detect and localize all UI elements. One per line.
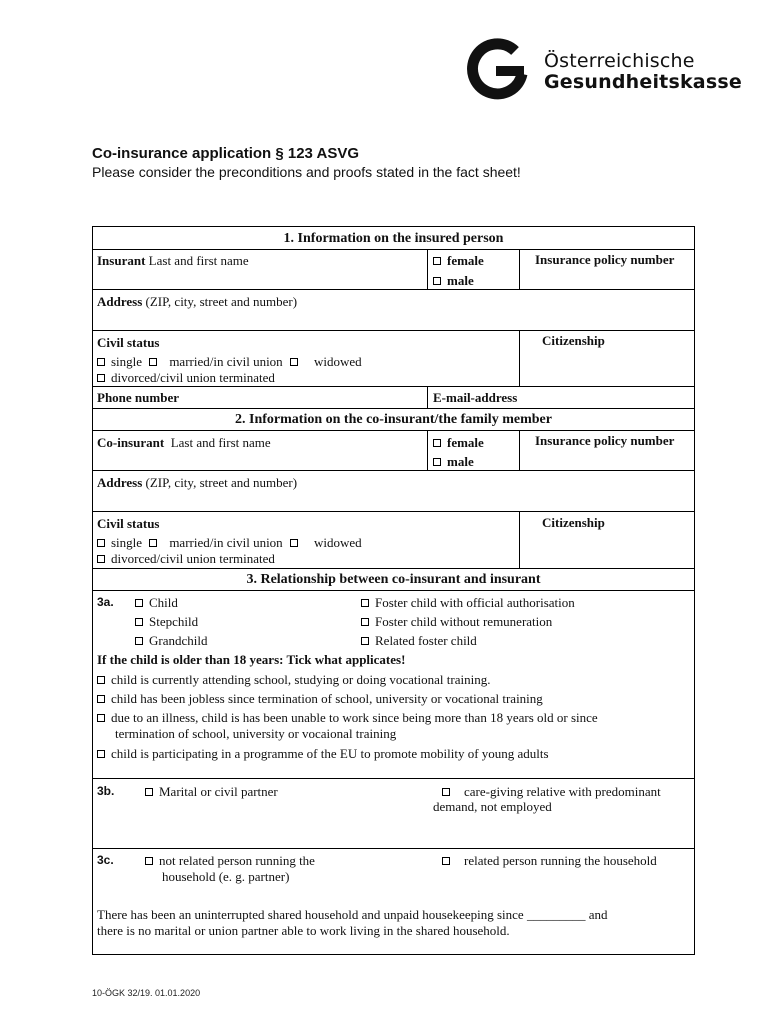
option-foster-official[interactable]: Foster child with official authorisation [361, 595, 575, 610]
checkbox[interactable] [145, 857, 153, 865]
checkbox[interactable] [135, 618, 143, 626]
coinsurant-address-field[interactable]: Address (ZIP, city, street and number) [97, 475, 298, 490]
coinsurant-female-option[interactable]: female [433, 435, 484, 450]
label-3c: 3c. [97, 853, 114, 867]
option-eu-programme[interactable]: child is participating in a programme of the EU to promote mobility of young adults [97, 746, 549, 761]
option-illness[interactable]: due to an illness, child is has been unable to work since being more than 18 years old or since [97, 710, 598, 725]
checkbox[interactable] [361, 618, 369, 626]
checkbox[interactable] [135, 599, 143, 607]
checkbox[interactable] [97, 539, 105, 547]
checkbox[interactable] [433, 277, 441, 285]
checkbox[interactable] [433, 458, 441, 466]
checkbox[interactable] [361, 599, 369, 607]
application-form [92, 226, 695, 955]
checkbox[interactable] [97, 695, 105, 703]
option-caregiving[interactable]: care-giving relative with predominant [442, 784, 661, 799]
option-related-household[interactable]: related person running the household [442, 853, 657, 868]
coinsurant-citizenship-field[interactable]: Citizenship [542, 515, 605, 530]
logo-line-1: Österreichische [544, 50, 695, 72]
checkbox[interactable] [97, 714, 105, 722]
insurant-divorced-option[interactable]: divorced/civil union terminated [97, 370, 275, 385]
option-related-foster[interactable]: Related foster child [361, 633, 477, 648]
checkbox[interactable] [361, 637, 369, 645]
option-jobless[interactable]: child has been jobless since termination of school, university or vocational training [97, 691, 543, 706]
coinsurant-policy-number-field[interactable]: Insurance policy number [535, 433, 675, 448]
insurant-policy-number-field[interactable]: Insurance policy number [535, 252, 675, 267]
checkbox[interactable] [149, 358, 157, 366]
option-not-related-line-2: household (e. g. partner) [162, 869, 290, 884]
option-partner[interactable]: Marital or civil partner [145, 784, 278, 799]
logo-line-2: Gesundheitskasse [544, 71, 742, 93]
option-stepchild[interactable]: Stepchild [135, 614, 198, 629]
checkbox[interactable] [442, 857, 450, 865]
checkbox[interactable] [97, 676, 105, 684]
insurant-citizenship-field[interactable]: Citizenship [542, 333, 605, 348]
option-not-related[interactable]: not related person running the [145, 853, 315, 868]
insurant-phone-field[interactable]: Phone number [97, 390, 179, 405]
checkbox[interactable] [290, 539, 298, 547]
insurant-civil-status-label: Civil status [97, 335, 160, 350]
checkbox[interactable] [290, 358, 298, 366]
section-1-heading: 1. Information on the insured person [283, 231, 504, 246]
label-3a: 3a. [97, 595, 114, 609]
insurant-female-option[interactable]: female [433, 253, 484, 268]
insurant-name-field[interactable]: Insurant Last and first name [97, 253, 249, 268]
option-training[interactable]: child is currently attending school, studying or doing vocational training. [97, 672, 490, 687]
option-illness-line-2: termination of school, university or vocaional training [115, 726, 397, 741]
form-code: 10-ÖGK 32/19. 01.01.2020 [92, 988, 201, 998]
checkbox[interactable] [145, 788, 153, 796]
household-statement-line-2: there is no marital or union partner able to work living in the shared household. [97, 923, 510, 938]
older-child-heading: If the child is older than 18 years: Tick what applicates! [97, 652, 406, 667]
option-grandchild[interactable]: Grandchild [135, 633, 207, 648]
checkbox[interactable] [149, 539, 157, 547]
option-foster-no-pay[interactable]: Foster child without remuneration [361, 614, 552, 629]
section-2-heading: 2. Information on the co-insurant/the family member [235, 412, 552, 427]
ogk-logo-icon [462, 36, 530, 102]
insurant-civil-status-row1: single married/in civil union widowed [97, 354, 362, 369]
checkbox[interactable] [442, 788, 450, 796]
checkbox[interactable] [97, 374, 105, 382]
coinsurant-divorced-option[interactable]: divorced/civil union terminated [97, 551, 275, 566]
coinsurant-male-option[interactable]: male [433, 454, 474, 469]
option-child[interactable]: Child [135, 595, 178, 610]
coinsurant-civil-status-label: Civil status [97, 516, 160, 531]
ogk-logo [462, 36, 742, 102]
option-caregiving-line-2: demand, not employed [433, 799, 552, 814]
coinsurant-name-field[interactable]: Co-insurant Last and first name [97, 435, 271, 450]
checkbox[interactable] [433, 439, 441, 447]
label-3b: 3b. [97, 784, 115, 798]
checkbox[interactable] [97, 750, 105, 758]
page-title: Co-insurance application § 123 ASVG [92, 145, 360, 162]
section-3-heading: 3. Relationship between co-insurant and insurant [246, 572, 541, 587]
coinsurant-civil-status-row1: single married/in civil union widowed [97, 535, 362, 550]
household-statement-line-1: There has been an uninterrupted shared household and unpaid housekeeping since _________ and [97, 907, 608, 922]
insurant-email-field[interactable]: E-mail-address [433, 390, 518, 405]
checkbox[interactable] [433, 257, 441, 265]
page-subtitle: Please consider the preconditions and proofs stated in the fact sheet! [92, 164, 521, 180]
insurant-address-field[interactable]: Address (ZIP, city, street and number) [97, 294, 298, 309]
checkbox[interactable] [135, 637, 143, 645]
checkbox[interactable] [97, 555, 105, 563]
insurant-male-option[interactable]: male [433, 273, 474, 288]
checkbox[interactable] [97, 358, 105, 366]
